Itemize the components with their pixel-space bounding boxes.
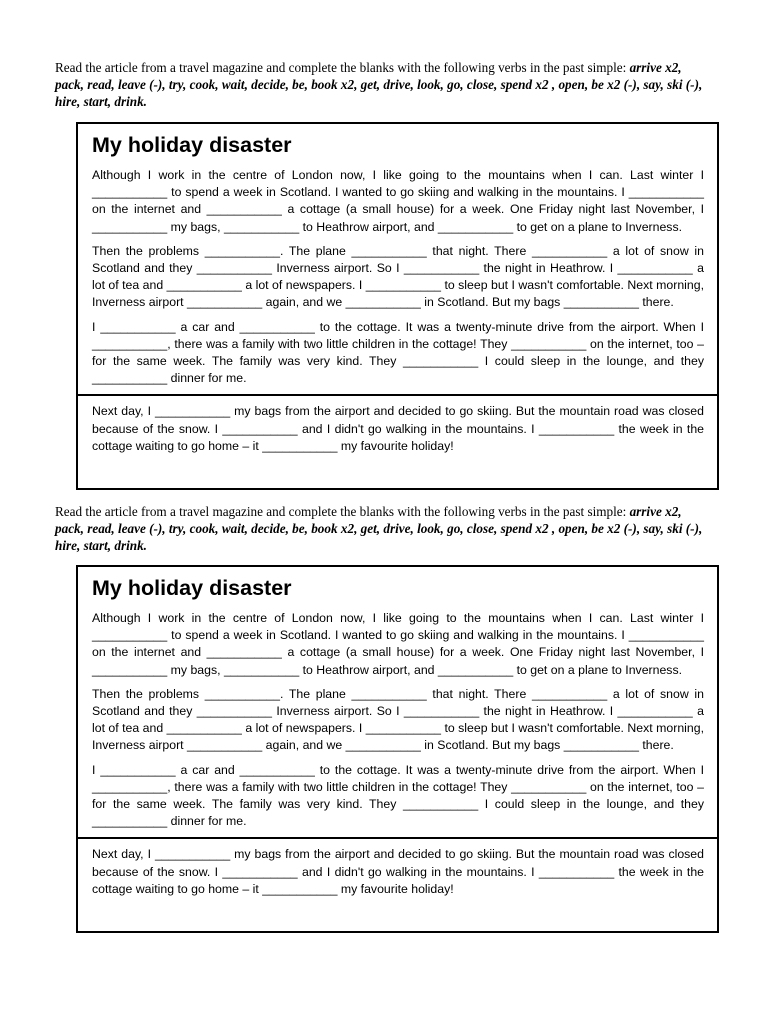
article-paragraph: I ___________ a car and ___________ to the cottage. It was a twenty-minute drive from the airport. When I ___________, there was a family with two little children in the cottage! They ___________ on the internet, too – for the same week. The family was very kind. They ___________ I could sleep in the lounge, and they ___________ dinner for me. (92, 762, 704, 829)
article-paragraph: I ___________ a car and ___________ to the cottage. It was a twenty-minute drive from the airport. When I ___________, there was a family with two little children in the cottage! They ___________ on the internet, too – for the same week. The family was very kind. They ___________ I could sleep in the lounge, and they ___________ dinner for me. (92, 319, 704, 386)
article-body (78, 158, 719, 490)
article-paragraph: Although I work in the centre of London now, I like going to the mountains when I can. Last winter I ___________ to spend a week in Scotland. I wanted to go skiing and walking in the mountains. I ___________ on the internet and ___________ a cottage (a small house) for a week. One Friday night last November, I ___________ my bags, ___________ to Heathrow airport, and ___________ to get on a plane to Inverness. (92, 611, 704, 677)
article-paragraph: Next day, I ___________ my bags from the airport and decided to go skiing. But the mountain road was closed because of the snow. I ___________ and I didn't go walking in the mountains. I ___________ the week in the cottage waiting to go home – it ___________ my favourite holiday! (92, 404, 704, 453)
article-title: My holiday disaster (92, 576, 292, 600)
paragraph-divider (78, 394, 717, 396)
article-title-bar (78, 122, 719, 158)
paragraph-divider (78, 837, 717, 839)
verb-list: arrive x2, pack, read, leave (-), try, cook, wait, decide, be, book x2, get, drive, look, go, close, spend x2 , open, be x2 (-), say, ski (-), hire, start, drink. (55, 504, 703, 553)
article-paragraph: Next day, I ___________ my bags from the airport and decided to go skiing. But the mountain road was closed because of the snow. I ___________ and I didn't go walking in the mountains. I ___________ the week in the cottage waiting to go home – it ___________ my favourite holiday! (92, 847, 704, 896)
instruction-lead: Read the article from a travel magazine and complete the blanks with the following verbs in the past simple: (55, 504, 627, 519)
article-box-2 (76, 565, 719, 933)
article-title-bar (78, 565, 719, 601)
instruction-1 (55, 59, 705, 110)
instruction-2 (55, 503, 705, 554)
verb-list: arrive x2, pack, read, leave (-), try, cook, wait, decide, be, book x2, get, drive, look, go, close, spend x2 , open, be x2 (-), say, ski (-), hire, start, drink. (55, 60, 703, 109)
article-title: My holiday disaster (92, 133, 292, 157)
article-paragraph: Then the problems ___________. The plane ___________ that night. There ___________ a lot of snow in Scotland and they ___________ Inverness airport. So I ___________ the night in Heathrow. I ___________ a lot of tea and ___________ a lot of newspapers. I ___________ to sleep but I wasn't comfortable. Next morning, Inverness airport ___________ again, and we ___________ in Scotland. But my bags ___________ there. (92, 243, 704, 310)
article-box-1 (76, 122, 719, 490)
article-paragraph: Then the problems ___________. The plane ___________ that night. There ___________ a lot of snow in Scotland and they ___________ Inverness airport. So I ___________ the night in Heathrow. I ___________ a lot of tea and ___________ a lot of newspapers. I ___________ to sleep but I wasn't comfortable. Next morning, Inverness airport ___________ again, and we ___________ in Scotland. But my bags ___________ there. (92, 686, 704, 753)
article-paragraph: Although I work in the centre of London now, I like going to the mountains when I can. Last winter I ___________ to spend a week in Scotland. I wanted to go skiing and walking in the mountains. I ___________ on the internet and ___________ a cottage (a small house) for a week. One Friday night last November, I ___________ my bags, ___________ to Heathrow airport, and ___________ to get on a plane to Inverness. (92, 168, 704, 234)
instruction-lead: Read the article from a travel magazine and complete the blanks with the following verbs in the past simple: (55, 60, 627, 75)
article-body (78, 601, 719, 933)
